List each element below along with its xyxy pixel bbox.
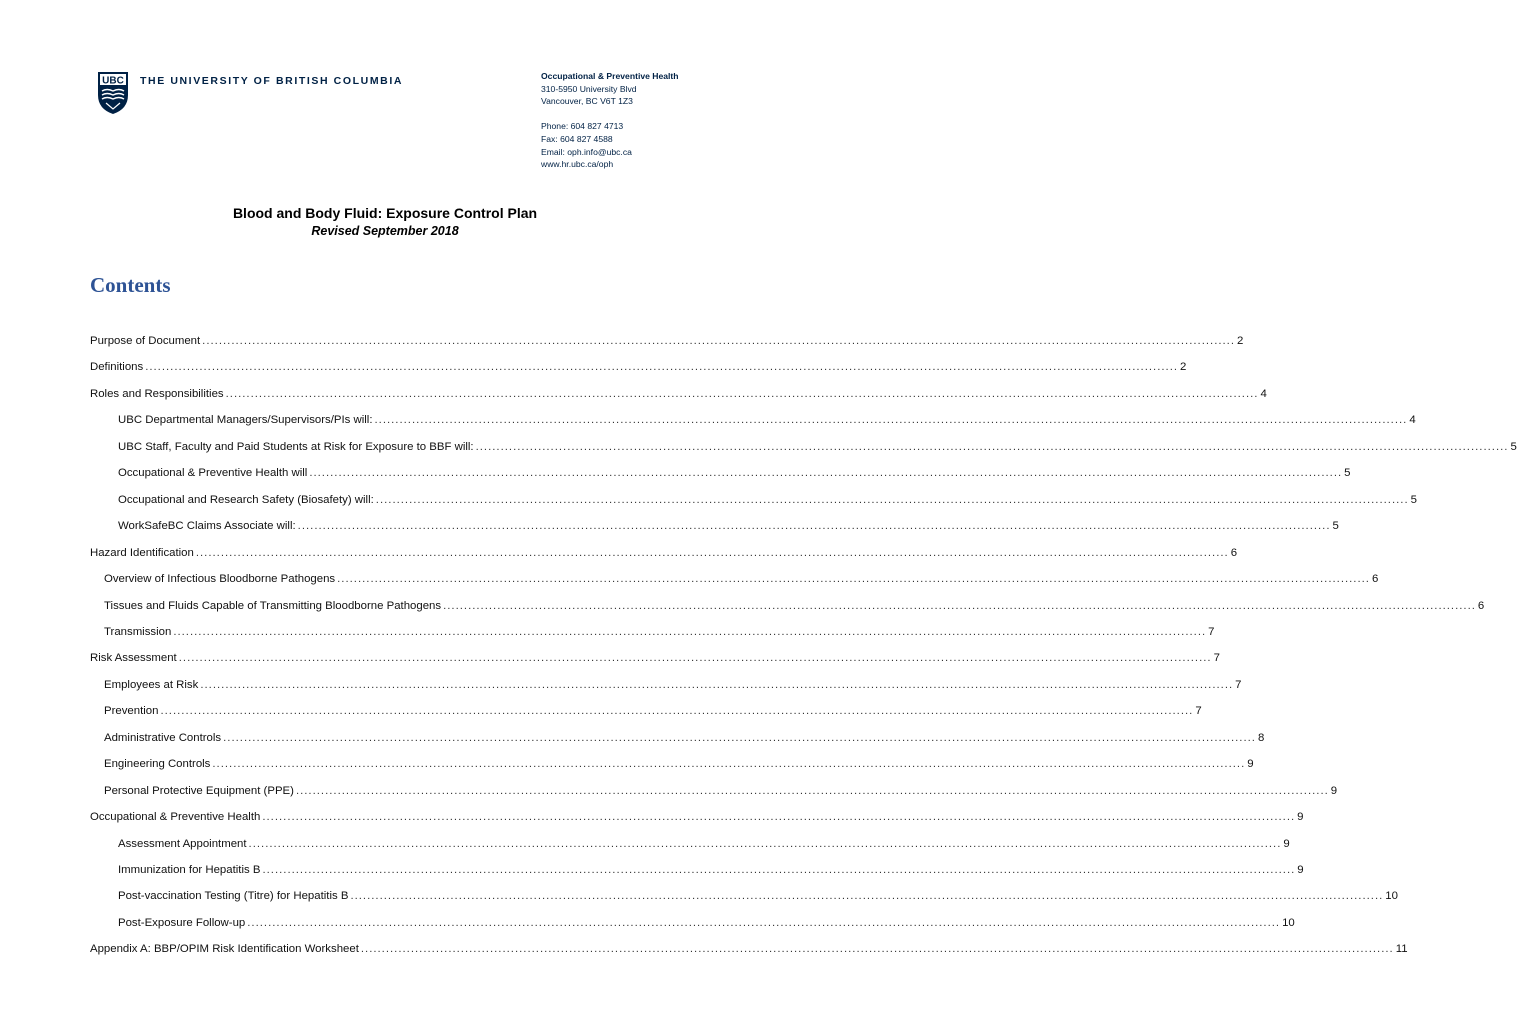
toc-dot-leader: ........................................................................................................................................................................................................................................................	[297, 520, 1331, 533]
toc-dot-leader: ........................................................................................................................................................................................................................................................	[350, 890, 1384, 903]
toc-entry[interactable]	[104, 756, 1254, 772]
toc-entry-label: Engineering Controls	[104, 758, 211, 771]
toc-entry-label: Prevention	[104, 705, 159, 718]
toc-entry-page: 7	[1235, 678, 1242, 691]
toc-entry[interactable]	[118, 412, 1416, 428]
toc-entry[interactable]	[104, 703, 1202, 719]
toc-entry-page: 7	[1213, 652, 1220, 665]
toc-entry-page: 2	[1237, 335, 1244, 347]
toc-dot-leader: ........................................................................................................................................................................................................................................................	[178, 652, 1212, 665]
toc-entry-page: 4	[1409, 414, 1416, 427]
toc-entry[interactable]	[118, 888, 1398, 904]
toc-entry-label: Occupational & Preventive Health will	[118, 467, 308, 480]
toc-dot-leader: ........................................................................................................................................................................................................................................................	[212, 758, 1246, 771]
toc-entry-page: 5	[1510, 440, 1517, 453]
toc-dot-leader: ........................................................................................................................................................................................................................................................	[337, 573, 1370, 586]
toc-entry[interactable]	[118, 836, 1290, 852]
toc-entry-page: 9	[1247, 758, 1254, 771]
toc-entry-page: 6	[1230, 546, 1238, 559]
toc-entry[interactable]	[90, 650, 1220, 666]
toc-entry[interactable]	[104, 677, 1242, 693]
toc-entry-page: 9	[1297, 811, 1304, 824]
toc-dot-leader: ........................................................................................................................................................................................................................................................	[262, 864, 1296, 876]
toc-dot-leader: ........................................................................................................................................................................................................................................................	[173, 625, 1207, 638]
toc-entry[interactable]	[104, 783, 1338, 799]
toc-entry[interactable]	[90, 545, 1238, 561]
toc-entry-label: Definitions	[90, 361, 144, 374]
website-link[interactable]: www.hr.ubc.ca/oph	[541, 159, 614, 170]
toc-dot-leader: ........................................................................................................................................................................................................................................................	[145, 361, 1179, 374]
address-line-1: 310-5950 University Blvd	[541, 83, 637, 94]
toc-dot-leader: ........................................................................................................................................................................................................................................................	[475, 440, 1509, 453]
toc-dot-leader: ........................................................................................................................................................................................................................................................	[309, 467, 1343, 480]
toc-dot-leader: ........................................................................................................................................................................................................................................................	[225, 387, 1259, 400]
toc-entry[interactable]	[104, 571, 1379, 587]
toc-entry[interactable]	[90, 941, 1408, 957]
toc-entry-page: 7	[1208, 625, 1215, 638]
toc-entry-label: Appendix A: BBP/OPIM Risk Identification Worksheet	[90, 943, 359, 956]
toc-entry-label: Overview of Infectious Bloodborne Pathogens	[104, 573, 336, 586]
toc-entry-label: Transmission	[104, 625, 172, 638]
toc-entry-label: Administrative Controls	[104, 731, 222, 744]
toc-entry[interactable]	[104, 730, 1265, 746]
toc-dot-leader: ........................................................................................................................................................................................................................................................	[443, 599, 1476, 612]
toc-dot-leader: ........................................................................................................................................................................................................................................................	[360, 943, 1394, 956]
toc-entry[interactable]	[118, 439, 1517, 455]
address-line-2: Vancouver, BC V6T 1Z3	[541, 96, 633, 107]
toc-entry-page: 2	[1180, 361, 1187, 374]
toc-entry-page: 8	[1257, 731, 1265, 744]
toc-dot-leader: ........................................................................................................................................................................................................................................................	[202, 335, 1236, 347]
toc-entry-label: Immunization for Hepatitis B	[118, 864, 261, 876]
toc-entry-page: 6	[1477, 599, 1485, 612]
toc-entry[interactable]	[90, 359, 1187, 375]
toc-entry-label: Occupational and Research Safety (Biosafety) will:	[118, 493, 374, 506]
toc-entry-label: Roles and Responsibilities	[90, 387, 224, 400]
toc-entry-label: UBC Departmental Managers/Supervisors/PIs will:	[118, 414, 373, 427]
contents-heading: Contents	[90, 273, 171, 297]
toc-dot-leader: ........................................................................................................................................................................................................................................................	[223, 731, 1256, 744]
toc-entry-label: Hazard Identification	[90, 546, 194, 559]
toc-dot-leader: ........................................................................................................................................................................................................................................................	[375, 493, 1409, 506]
toc-entry-label: Tissues and Fluids Capable of Transmitting Bloodborne Pathogens	[104, 599, 442, 612]
toc-entry-page: 5	[1344, 467, 1351, 480]
toc-entry[interactable]	[118, 915, 1295, 931]
toc-entry-page: 9	[1330, 784, 1338, 797]
toc-entry-label: Post-vaccination Testing (Titre) for Hepatitis B	[118, 890, 349, 903]
toc-entry[interactable]	[104, 624, 1215, 640]
toc-entry[interactable]	[118, 465, 1351, 481]
toc-entry-label: Personal Protective Equipment (PPE)	[104, 784, 294, 797]
fax-number: Fax: 604 827 4588	[541, 133, 613, 144]
toc-entry-page: 9	[1297, 864, 1304, 876]
university-name: THE UNIVERSITY OF BRITISH COLUMBIA	[140, 75, 404, 87]
toc-entry-label: Assessment Appointment	[118, 837, 247, 850]
toc-entry-page: 11	[1395, 943, 1408, 956]
toc-entry[interactable]	[90, 809, 1304, 825]
phone-number: Phone: 604 827 4713	[541, 121, 624, 132]
document-title: Blood and Body Fluid: Exposure Control Plan	[232, 205, 538, 221]
logo-text: UBC	[102, 75, 124, 87]
toc-dot-leader: ........................................................................................................................................................................................................................................................	[248, 837, 1282, 850]
toc-dot-leader: ........................................................................................................................................................................................................................................................	[200, 678, 1234, 691]
toc-entry-label: Purpose of Document	[90, 335, 201, 347]
toc-dot-leader: ........................................................................................................................................................................................................................................................	[247, 916, 1281, 929]
document-subtitle: Revised September 2018	[311, 224, 459, 238]
toc-entry-label: Employees at Risk	[104, 678, 199, 691]
toc-dot-leader: ........................................................................................................................................................................................................................................................	[262, 811, 1296, 824]
toc-dot-leader: ........................................................................................................................................................................................................................................................	[374, 414, 1408, 427]
toc-entry[interactable]	[90, 386, 1267, 402]
ubc-crest-logo	[97, 71, 129, 115]
toc-dot-leader: ........................................................................................................................................................................................................................................................	[160, 705, 1194, 718]
toc-dot-leader: ........................................................................................................................................................................................................................................................	[195, 546, 1229, 559]
toc-entry-page: 9	[1283, 837, 1290, 850]
toc-entry-page: 5	[1332, 520, 1339, 533]
toc-entry-label: Risk Assessment	[90, 652, 177, 665]
toc-entry-label: Post-Exposure Follow-up	[118, 916, 246, 929]
toc-entry[interactable]	[118, 862, 1304, 878]
contact-block	[541, 70, 679, 171]
toc-entry-page: 5	[1410, 493, 1417, 506]
toc-entry-page: 10	[1385, 890, 1398, 903]
toc-entry-page: 7	[1195, 705, 1202, 718]
toc-entry-page: 4	[1260, 387, 1267, 400]
toc-entry-page: 10	[1282, 916, 1295, 929]
toc-entry[interactable]	[118, 518, 1339, 534]
toc-entry-page: 6	[1371, 573, 1379, 586]
toc-entry-label: Occupational & Preventive Health	[90, 811, 261, 824]
toc-entry[interactable]	[104, 598, 1485, 614]
toc-entry-label: WorkSafeBC Claims Associate will:	[118, 520, 296, 533]
toc-entry[interactable]	[118, 492, 1417, 508]
toc-entry[interactable]	[90, 333, 1244, 349]
department-name: Occupational & Preventive Health	[541, 71, 679, 81]
email-address: Email: oph.info@ubc.ca	[541, 146, 632, 157]
toc-dot-leader: ........................................................................................................................................................................................................................................................	[295, 784, 1329, 797]
toc-entry-label: UBC Staff, Faculty and Paid Students at Risk for Exposure to BBF will:	[118, 440, 474, 453]
